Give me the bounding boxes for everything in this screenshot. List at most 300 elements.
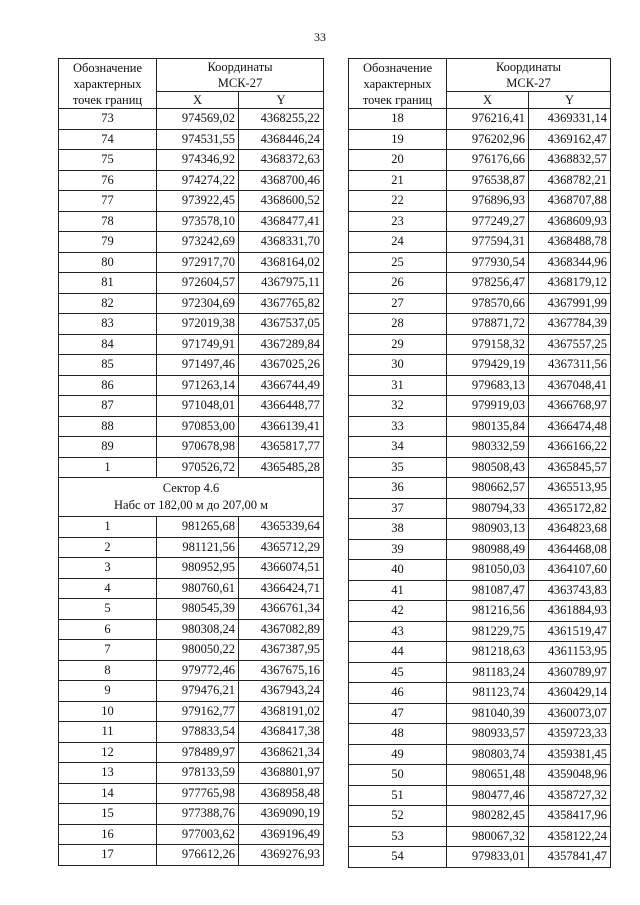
table-row bbox=[59, 722, 324, 743]
y-coordinate-cell: 4360073,07 bbox=[529, 703, 611, 724]
table-row bbox=[349, 293, 611, 314]
y-coordinate-cell: 4368609,93 bbox=[529, 211, 611, 232]
y-coordinate-cell: 4368600,52 bbox=[239, 191, 324, 212]
y-coordinate-cell: 4365712,29 bbox=[239, 537, 324, 558]
table-row bbox=[349, 580, 611, 601]
point-id-cell: 76 bbox=[59, 170, 157, 191]
y-coordinate-cell: 4367675,16 bbox=[239, 660, 324, 681]
y-coordinate-cell: 4369090,19 bbox=[239, 804, 324, 825]
y-coordinate-cell: 4368832,57 bbox=[529, 150, 611, 171]
table-row bbox=[59, 845, 324, 866]
table-row bbox=[349, 498, 611, 519]
table-row bbox=[59, 355, 324, 376]
x-coordinate-cell: 981050,03 bbox=[447, 560, 529, 581]
point-id-cell: 36 bbox=[349, 478, 447, 499]
y-coordinate-cell: 4369276,93 bbox=[239, 845, 324, 866]
table-row bbox=[349, 396, 611, 417]
x-coordinate-cell: 972604,57 bbox=[157, 273, 239, 294]
point-id-cell: 11 bbox=[59, 722, 157, 743]
table-row bbox=[349, 232, 611, 253]
y-coordinate-cell: 4365817,77 bbox=[239, 437, 324, 458]
point-id-cell: 53 bbox=[349, 826, 447, 847]
y-coordinate-cell: 4366768,97 bbox=[529, 396, 611, 417]
x-coordinate-cell: 977930,54 bbox=[447, 252, 529, 273]
point-id-cell: 31 bbox=[349, 375, 447, 396]
x-coordinate-cell: 971048,01 bbox=[157, 396, 239, 417]
x-coordinate-cell: 973578,10 bbox=[157, 211, 239, 232]
point-id-cell: 30 bbox=[349, 355, 447, 376]
y-coordinate-cell: 4368700,46 bbox=[239, 170, 324, 191]
point-id-cell: 44 bbox=[349, 642, 447, 663]
x-coordinate-cell: 972304,69 bbox=[157, 293, 239, 314]
x-coordinate-cell: 979772,46 bbox=[157, 660, 239, 681]
x-coordinate-cell: 976176,66 bbox=[447, 150, 529, 171]
x-coordinate-cell: 972917,70 bbox=[157, 252, 239, 273]
x-coordinate-cell: 981265,68 bbox=[157, 517, 239, 538]
x-coordinate-cell: 971263,14 bbox=[157, 375, 239, 396]
x-coordinate-cell: 980067,32 bbox=[447, 826, 529, 847]
point-id-cell: 37 bbox=[349, 498, 447, 519]
table-row bbox=[349, 744, 611, 765]
x-coordinate-cell: 971497,46 bbox=[157, 355, 239, 376]
x-coordinate-cell: 974569,02 bbox=[157, 109, 239, 130]
y-coordinate-cell: 4368446,24 bbox=[239, 129, 324, 150]
y-coordinate-cell: 4367025,26 bbox=[239, 355, 324, 376]
table-row bbox=[349, 765, 611, 786]
point-id-cell: 38 bbox=[349, 519, 447, 540]
x-coordinate-cell: 978871,72 bbox=[447, 314, 529, 335]
y-coordinate-cell: 4367387,95 bbox=[239, 640, 324, 661]
y-coordinate-cell: 4367557,25 bbox=[529, 334, 611, 355]
x-coordinate-cell: 979476,21 bbox=[157, 681, 239, 702]
y-coordinate-cell: 4368707,88 bbox=[529, 191, 611, 212]
point-id-cell: 15 bbox=[59, 804, 157, 825]
y-coordinate-cell: 4367289,84 bbox=[239, 334, 324, 355]
point-id-cell: 34 bbox=[349, 437, 447, 458]
point-id-cell: 46 bbox=[349, 683, 447, 704]
y-coordinate-cell: 4359723,33 bbox=[529, 724, 611, 745]
point-id-cell: 13 bbox=[59, 763, 157, 784]
point-id-cell: 75 bbox=[59, 150, 157, 171]
y-coordinate-cell: 4366761,34 bbox=[239, 599, 324, 620]
y-coordinate-cell: 4367082,89 bbox=[239, 619, 324, 640]
x-coordinate-cell: 978833,54 bbox=[157, 722, 239, 743]
point-id-cell: 74 bbox=[59, 129, 157, 150]
y-coordinate-cell: 4360429,14 bbox=[529, 683, 611, 704]
table-row bbox=[59, 109, 324, 130]
y-coordinate-cell: 4363743,83 bbox=[529, 580, 611, 601]
y-coordinate-cell: 4368344,96 bbox=[529, 252, 611, 273]
point-id-cell: 54 bbox=[349, 847, 447, 868]
y-coordinate-cell: 4365513,95 bbox=[529, 478, 611, 499]
header-point-designation: Обозначение характерных точек границ bbox=[349, 59, 447, 109]
table-row bbox=[349, 662, 611, 683]
x-coordinate-cell: 970853,00 bbox=[157, 416, 239, 437]
header-x: X bbox=[447, 92, 529, 109]
table-row bbox=[349, 191, 611, 212]
table-row bbox=[59, 537, 324, 558]
point-id-cell: 22 bbox=[349, 191, 447, 212]
point-id-cell: 9 bbox=[59, 681, 157, 702]
y-coordinate-cell: 4357841,47 bbox=[529, 847, 611, 868]
table-row bbox=[59, 129, 324, 150]
x-coordinate-cell: 980988,49 bbox=[447, 539, 529, 560]
point-id-cell: 14 bbox=[59, 783, 157, 804]
point-id-cell: 17 bbox=[59, 845, 157, 866]
table-row bbox=[349, 703, 611, 724]
table-row bbox=[349, 621, 611, 642]
point-id-cell: 73 bbox=[59, 109, 157, 130]
table-row bbox=[59, 396, 324, 417]
x-coordinate-cell: 980282,45 bbox=[447, 806, 529, 827]
x-coordinate-cell: 981229,75 bbox=[447, 621, 529, 642]
table-row bbox=[349, 826, 611, 847]
y-coordinate-cell: 4368488,78 bbox=[529, 232, 611, 253]
x-coordinate-cell: 977765,98 bbox=[157, 783, 239, 804]
x-coordinate-cell: 981218,63 bbox=[447, 642, 529, 663]
y-coordinate-cell: 4368621,34 bbox=[239, 742, 324, 763]
table-row bbox=[349, 150, 611, 171]
header-coordinates: Координаты МСК-27 bbox=[447, 59, 611, 92]
header-coordinates: Координаты МСК-27 bbox=[157, 59, 324, 92]
y-coordinate-cell: 4365172,82 bbox=[529, 498, 611, 519]
coordinates-table-right bbox=[348, 58, 611, 868]
y-coordinate-cell: 4368331,70 bbox=[239, 232, 324, 253]
table-row bbox=[349, 437, 611, 458]
y-coordinate-cell: 4358727,32 bbox=[529, 785, 611, 806]
page-number: 33 bbox=[314, 30, 326, 44]
header-y: Y bbox=[529, 92, 611, 109]
point-id-cell: 28 bbox=[349, 314, 447, 335]
y-coordinate-cell: 4369162,47 bbox=[529, 129, 611, 150]
table-row bbox=[349, 806, 611, 827]
table-row bbox=[59, 558, 324, 579]
x-coordinate-cell: 980903,13 bbox=[447, 519, 529, 540]
y-coordinate-cell: 4361153,95 bbox=[529, 642, 611, 663]
point-id-cell: 77 bbox=[59, 191, 157, 212]
table-row bbox=[349, 601, 611, 622]
point-id-cell: 24 bbox=[349, 232, 447, 253]
x-coordinate-cell: 976202,96 bbox=[447, 129, 529, 150]
y-coordinate-cell: 4366744,49 bbox=[239, 375, 324, 396]
y-coordinate-cell: 4367311,56 bbox=[529, 355, 611, 376]
y-coordinate-cell: 4367991,99 bbox=[529, 293, 611, 314]
x-coordinate-cell: 980760,61 bbox=[157, 578, 239, 599]
table-row bbox=[349, 355, 611, 376]
x-coordinate-cell: 980477,46 bbox=[447, 785, 529, 806]
point-id-cell: 89 bbox=[59, 437, 157, 458]
x-coordinate-cell: 978256,47 bbox=[447, 273, 529, 294]
point-id-cell: 5 bbox=[59, 599, 157, 620]
table-row bbox=[59, 457, 324, 478]
x-coordinate-cell: 979919,03 bbox=[447, 396, 529, 417]
table-row bbox=[349, 375, 611, 396]
x-coordinate-cell: 980508,43 bbox=[447, 457, 529, 478]
point-id-cell: 45 bbox=[349, 662, 447, 683]
x-coordinate-cell: 981123,74 bbox=[447, 683, 529, 704]
table-row bbox=[59, 170, 324, 191]
table-row bbox=[59, 804, 324, 825]
table-row bbox=[59, 232, 324, 253]
table-row bbox=[59, 824, 324, 845]
y-coordinate-cell: 4367537,05 bbox=[239, 314, 324, 335]
y-coordinate-cell: 4368255,22 bbox=[239, 109, 324, 130]
table-row bbox=[349, 519, 611, 540]
x-coordinate-cell: 979429,19 bbox=[447, 355, 529, 376]
x-coordinate-cell: 979162,77 bbox=[157, 701, 239, 722]
x-coordinate-cell: 972019,38 bbox=[157, 314, 239, 335]
y-coordinate-cell: 4360789,97 bbox=[529, 662, 611, 683]
point-id-cell: 18 bbox=[349, 109, 447, 130]
sector-title: Сектор 4.6 bbox=[162, 481, 220, 495]
point-id-cell: 79 bbox=[59, 232, 157, 253]
x-coordinate-cell: 980135,84 bbox=[447, 416, 529, 437]
x-coordinate-cell: 973922,45 bbox=[157, 191, 239, 212]
x-coordinate-cell: 976896,93 bbox=[447, 191, 529, 212]
x-coordinate-cell: 980662,57 bbox=[447, 478, 529, 499]
point-id-cell: 50 bbox=[349, 765, 447, 786]
x-coordinate-cell: 980803,74 bbox=[447, 744, 529, 765]
y-coordinate-cell: 4366474,48 bbox=[529, 416, 611, 437]
point-id-cell: 3 bbox=[59, 558, 157, 579]
table-row bbox=[349, 560, 611, 581]
point-id-cell: 26 bbox=[349, 273, 447, 294]
y-coordinate-cell: 4366074,51 bbox=[239, 558, 324, 579]
point-id-cell: 2 bbox=[59, 537, 157, 558]
point-id-cell: 32 bbox=[349, 396, 447, 417]
point-id-cell: 39 bbox=[349, 539, 447, 560]
table-row bbox=[59, 437, 324, 458]
point-id-cell: 27 bbox=[349, 293, 447, 314]
point-id-cell: 82 bbox=[59, 293, 157, 314]
point-id-cell: 6 bbox=[59, 619, 157, 640]
table-row bbox=[59, 701, 324, 722]
x-coordinate-cell: 974531,55 bbox=[157, 129, 239, 150]
y-coordinate-cell: 4366424,71 bbox=[239, 578, 324, 599]
point-id-cell: 84 bbox=[59, 334, 157, 355]
y-coordinate-cell: 4358417,96 bbox=[529, 806, 611, 827]
point-id-cell: 29 bbox=[349, 334, 447, 355]
point-id-cell: 23 bbox=[349, 211, 447, 232]
y-coordinate-cell: 4365485,28 bbox=[239, 457, 324, 478]
table-row bbox=[59, 517, 324, 538]
point-id-cell: 86 bbox=[59, 375, 157, 396]
point-id-cell: 35 bbox=[349, 457, 447, 478]
table-row bbox=[349, 724, 611, 745]
y-coordinate-cell: 4366448,77 bbox=[239, 396, 324, 417]
x-coordinate-cell: 980933,57 bbox=[447, 724, 529, 745]
table-row bbox=[349, 539, 611, 560]
coordinates-table-left bbox=[58, 58, 324, 866]
table-row bbox=[349, 252, 611, 273]
point-id-cell: 16 bbox=[59, 824, 157, 845]
x-coordinate-cell: 970678,98 bbox=[157, 437, 239, 458]
x-coordinate-cell: 979833,01 bbox=[447, 847, 529, 868]
point-id-cell: 21 bbox=[349, 170, 447, 191]
table-row bbox=[349, 457, 611, 478]
table-row bbox=[59, 211, 324, 232]
x-coordinate-cell: 980332,59 bbox=[447, 437, 529, 458]
y-coordinate-cell: 4367048,41 bbox=[529, 375, 611, 396]
header-point-designation: Обозначение характерных точек границ bbox=[59, 59, 157, 109]
y-coordinate-cell: 4364823,68 bbox=[529, 519, 611, 540]
table-row bbox=[59, 619, 324, 640]
point-id-cell: 51 bbox=[349, 785, 447, 806]
y-coordinate-cell: 4369196,49 bbox=[239, 824, 324, 845]
table-row bbox=[59, 660, 324, 681]
point-id-cell: 47 bbox=[349, 703, 447, 724]
x-coordinate-cell: 974274,22 bbox=[157, 170, 239, 191]
point-id-cell: 25 bbox=[349, 252, 447, 273]
x-coordinate-cell: 978133,59 bbox=[157, 763, 239, 784]
y-coordinate-cell: 4367943,24 bbox=[239, 681, 324, 702]
x-coordinate-cell: 980308,24 bbox=[157, 619, 239, 640]
x-coordinate-cell: 973242,69 bbox=[157, 232, 239, 253]
table-row bbox=[349, 416, 611, 437]
table-row bbox=[349, 129, 611, 150]
x-coordinate-cell: 980651,48 bbox=[447, 765, 529, 786]
table-row bbox=[59, 314, 324, 335]
y-coordinate-cell: 4368191,02 bbox=[239, 701, 324, 722]
y-coordinate-cell: 4364107,60 bbox=[529, 560, 611, 581]
y-coordinate-cell: 4365339,64 bbox=[239, 517, 324, 538]
table-row bbox=[59, 191, 324, 212]
point-id-cell: 10 bbox=[59, 701, 157, 722]
table-row bbox=[349, 170, 611, 191]
x-coordinate-cell: 977594,31 bbox=[447, 232, 529, 253]
y-coordinate-cell: 4365845,57 bbox=[529, 457, 611, 478]
x-coordinate-cell: 970526,72 bbox=[157, 457, 239, 478]
point-id-cell: 83 bbox=[59, 314, 157, 335]
y-coordinate-cell: 4366139,41 bbox=[239, 416, 324, 437]
point-id-cell: 20 bbox=[349, 150, 447, 171]
x-coordinate-cell: 980050,22 bbox=[157, 640, 239, 661]
point-id-cell: 41 bbox=[349, 580, 447, 601]
table-row bbox=[59, 742, 324, 763]
point-id-cell: 48 bbox=[349, 724, 447, 745]
table-row bbox=[59, 578, 324, 599]
point-id-cell: 19 bbox=[349, 129, 447, 150]
table-row bbox=[349, 211, 611, 232]
table-row bbox=[59, 150, 324, 171]
x-coordinate-cell: 977003,62 bbox=[157, 824, 239, 845]
y-coordinate-cell: 4368958,48 bbox=[239, 783, 324, 804]
point-id-cell: 1 bbox=[59, 517, 157, 538]
header-y: Y bbox=[239, 92, 324, 109]
x-coordinate-cell: 981040,39 bbox=[447, 703, 529, 724]
y-coordinate-cell: 4364468,08 bbox=[529, 539, 611, 560]
table-row bbox=[59, 783, 324, 804]
y-coordinate-cell: 4359381,45 bbox=[529, 744, 611, 765]
table-row bbox=[59, 763, 324, 784]
point-id-cell: 7 bbox=[59, 640, 157, 661]
point-id-cell: 8 bbox=[59, 660, 157, 681]
x-coordinate-cell: 978489,97 bbox=[157, 742, 239, 763]
y-coordinate-cell: 4361519,47 bbox=[529, 621, 611, 642]
header-x: X bbox=[157, 92, 239, 109]
x-coordinate-cell: 981216,56 bbox=[447, 601, 529, 622]
table-row bbox=[59, 252, 324, 273]
point-id-cell: 81 bbox=[59, 273, 157, 294]
y-coordinate-cell: 4367784,39 bbox=[529, 314, 611, 335]
table-row bbox=[59, 640, 324, 661]
point-id-cell: 87 bbox=[59, 396, 157, 417]
x-coordinate-cell: 980952,95 bbox=[157, 558, 239, 579]
sector-heading bbox=[59, 478, 324, 517]
point-id-cell: 12 bbox=[59, 742, 157, 763]
table-row bbox=[349, 478, 611, 499]
table-row bbox=[349, 273, 611, 294]
point-id-cell: 43 bbox=[349, 621, 447, 642]
y-coordinate-cell: 4368372,63 bbox=[239, 150, 324, 171]
point-id-cell: 40 bbox=[349, 560, 447, 581]
table-row bbox=[59, 273, 324, 294]
y-coordinate-cell: 4368417,38 bbox=[239, 722, 324, 743]
y-coordinate-cell: 4367765,82 bbox=[239, 293, 324, 314]
x-coordinate-cell: 979158,32 bbox=[447, 334, 529, 355]
table-row bbox=[349, 785, 611, 806]
table-row bbox=[349, 314, 611, 335]
x-coordinate-cell: 981121,56 bbox=[157, 537, 239, 558]
y-coordinate-cell: 4368782,21 bbox=[529, 170, 611, 191]
sector-height-range: Набс от 182,00 м до 207,00 м bbox=[114, 498, 268, 512]
point-id-cell: 85 bbox=[59, 355, 157, 376]
y-coordinate-cell: 4368164,02 bbox=[239, 252, 324, 273]
table-row bbox=[349, 683, 611, 704]
x-coordinate-cell: 977249,27 bbox=[447, 211, 529, 232]
x-coordinate-cell: 981183,24 bbox=[447, 662, 529, 683]
point-id-cell: 78 bbox=[59, 211, 157, 232]
table-row bbox=[349, 847, 611, 868]
point-id-cell: 33 bbox=[349, 416, 447, 437]
point-id-cell: 88 bbox=[59, 416, 157, 437]
table-row bbox=[349, 109, 611, 130]
x-coordinate-cell: 971749,91 bbox=[157, 334, 239, 355]
table-row bbox=[59, 375, 324, 396]
table-row bbox=[59, 293, 324, 314]
table-row bbox=[59, 334, 324, 355]
y-coordinate-cell: 4367975,11 bbox=[239, 273, 324, 294]
x-coordinate-cell: 978570,66 bbox=[447, 293, 529, 314]
table-row bbox=[59, 416, 324, 437]
y-coordinate-cell: 4368477,41 bbox=[239, 211, 324, 232]
point-id-cell: 4 bbox=[59, 578, 157, 599]
point-id-cell: 49 bbox=[349, 744, 447, 765]
y-coordinate-cell: 4369331,14 bbox=[529, 109, 611, 130]
y-coordinate-cell: 4359048,96 bbox=[529, 765, 611, 786]
point-id-cell: 80 bbox=[59, 252, 157, 273]
x-coordinate-cell: 977388,76 bbox=[157, 804, 239, 825]
x-coordinate-cell: 980794,33 bbox=[447, 498, 529, 519]
x-coordinate-cell: 976216,41 bbox=[447, 109, 529, 130]
table-row bbox=[349, 334, 611, 355]
x-coordinate-cell: 981087,47 bbox=[447, 580, 529, 601]
y-coordinate-cell: 4366166,22 bbox=[529, 437, 611, 458]
y-coordinate-cell: 4368801,97 bbox=[239, 763, 324, 784]
point-id-cell: 1 bbox=[59, 457, 157, 478]
point-id-cell: 52 bbox=[349, 806, 447, 827]
x-coordinate-cell: 976612,26 bbox=[157, 845, 239, 866]
sector-row bbox=[59, 478, 324, 517]
y-coordinate-cell: 4368179,12 bbox=[529, 273, 611, 294]
y-coordinate-cell: 4358122,24 bbox=[529, 826, 611, 847]
x-coordinate-cell: 976538,87 bbox=[447, 170, 529, 191]
y-coordinate-cell: 4361884,93 bbox=[529, 601, 611, 622]
table-row bbox=[59, 681, 324, 702]
point-id-cell: 42 bbox=[349, 601, 447, 622]
x-coordinate-cell: 980545,39 bbox=[157, 599, 239, 620]
table-row bbox=[349, 642, 611, 663]
